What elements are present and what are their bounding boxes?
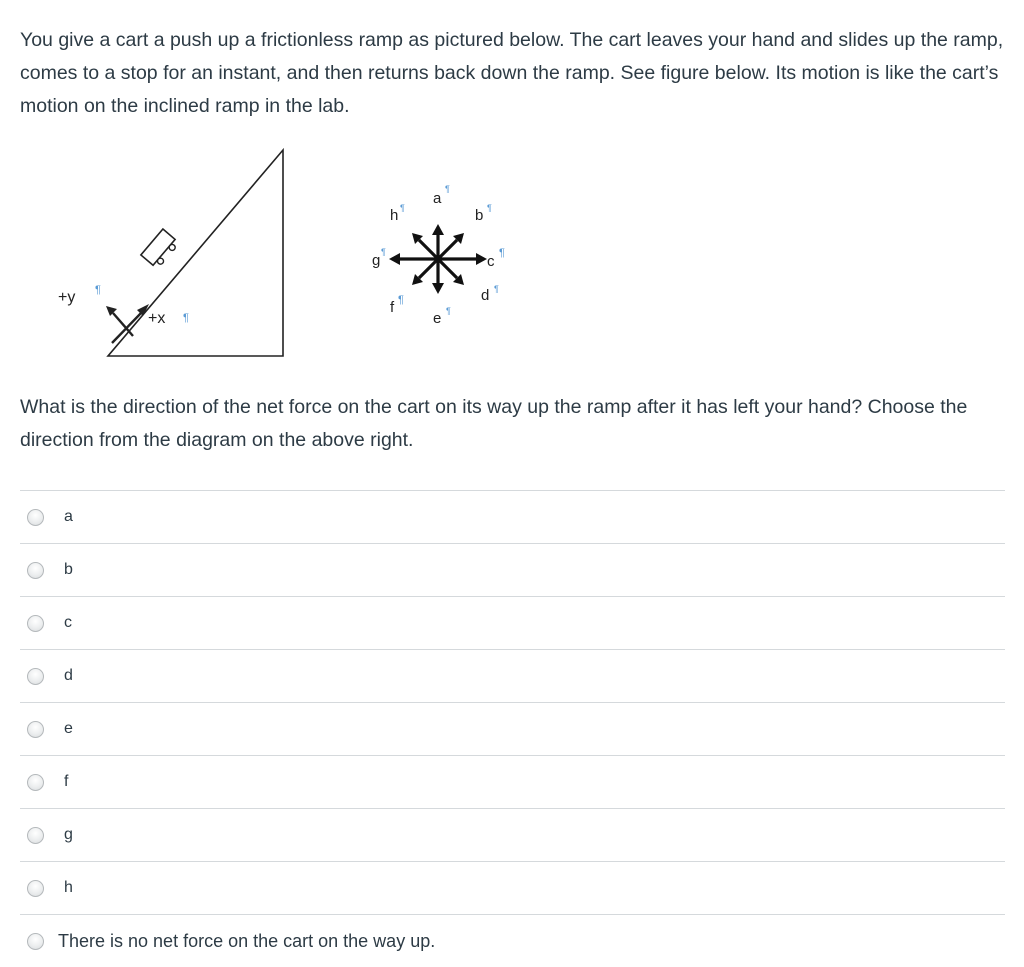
dir-label-c: c bbox=[487, 253, 495, 270]
pilcrow-f: ¶ bbox=[398, 294, 404, 306]
answer-list bbox=[20, 490, 1005, 967]
radio-button[interactable] bbox=[27, 721, 44, 738]
cart-icon bbox=[141, 229, 180, 269]
pilcrow-g: ¶ bbox=[381, 247, 386, 257]
figure-svg bbox=[0, 140, 600, 380]
radio-button[interactable] bbox=[27, 774, 44, 791]
answer-option-f[interactable] bbox=[20, 755, 1005, 808]
answer-option-b[interactable] bbox=[20, 543, 1005, 596]
answer-label: d bbox=[64, 667, 73, 684]
dir-label-h: h bbox=[390, 207, 399, 224]
plus-y-label: +y bbox=[58, 289, 76, 306]
ramp-diagram bbox=[58, 150, 283, 356]
answer-option-d[interactable] bbox=[20, 649, 1005, 702]
pilcrow-c: ¶ bbox=[499, 247, 505, 259]
plus-x-label: +x bbox=[148, 310, 166, 327]
radio-button[interactable] bbox=[27, 509, 44, 526]
arrow-e-icon bbox=[432, 283, 444, 294]
radio-button[interactable] bbox=[27, 880, 44, 897]
dir-label-b: b bbox=[475, 207, 484, 224]
plus-x-pilcrow: ¶ bbox=[183, 312, 189, 324]
radio-button[interactable] bbox=[27, 615, 44, 632]
answer-label: e bbox=[64, 720, 73, 737]
plus-y-pilcrow: ¶ bbox=[95, 284, 101, 296]
pilcrow-h: ¶ bbox=[400, 203, 405, 213]
answer-label: b bbox=[64, 561, 73, 578]
answer-label: h bbox=[64, 879, 73, 896]
dir-label-g: g bbox=[372, 252, 381, 269]
direction-diagram bbox=[372, 184, 505, 327]
ramp-triangle bbox=[108, 150, 283, 356]
arrow-g-icon bbox=[389, 253, 400, 265]
dir-label-f: f bbox=[390, 299, 395, 316]
answer-option-a[interactable] bbox=[20, 490, 1005, 543]
pilcrow-a: ¶ bbox=[445, 184, 450, 194]
arrow-c-icon bbox=[476, 253, 487, 265]
radio-button[interactable] bbox=[27, 933, 44, 950]
pilcrow-d: ¶ bbox=[494, 284, 499, 294]
arrow-a-icon bbox=[432, 224, 444, 235]
pilcrow-b: ¶ bbox=[487, 203, 492, 213]
question-figure bbox=[0, 140, 600, 380]
answer-label: a bbox=[64, 508, 73, 525]
answer-option-no-net-force[interactable] bbox=[20, 914, 1005, 967]
answer-option-h[interactable] bbox=[20, 861, 1005, 914]
radio-button[interactable] bbox=[27, 668, 44, 685]
answer-option-e[interactable] bbox=[20, 702, 1005, 755]
answer-label: g bbox=[64, 826, 73, 843]
radio-button[interactable] bbox=[27, 827, 44, 844]
answer-label: There is no net force on the cart on the way up. bbox=[58, 930, 436, 951]
pilcrow-e: ¶ bbox=[446, 306, 451, 316]
answer-option-c[interactable] bbox=[20, 596, 1005, 649]
question-prompt: What is the direction of the net force on the cart on its way up the ramp after it has left your hand? Choose the direction from the diagram on the above right. bbox=[20, 396, 968, 451]
question-intro: You give a cart a push up a frictionless ramp as pictured below. The cart leaves your hand and slides up the ramp, comes to a stop for an instant, and then returns back down the ramp. See figure below. Its motion is like the cart’s motion on the inclined ramp in the lab. bbox=[20, 29, 1004, 117]
dir-label-e: e bbox=[433, 310, 442, 327]
answer-label: c bbox=[64, 614, 72, 631]
dir-label-d: d bbox=[481, 287, 490, 304]
radio-button[interactable] bbox=[27, 562, 44, 579]
answer-label: f bbox=[64, 773, 69, 790]
answer-option-g[interactable] bbox=[20, 808, 1005, 861]
dir-label-a: a bbox=[433, 190, 442, 207]
